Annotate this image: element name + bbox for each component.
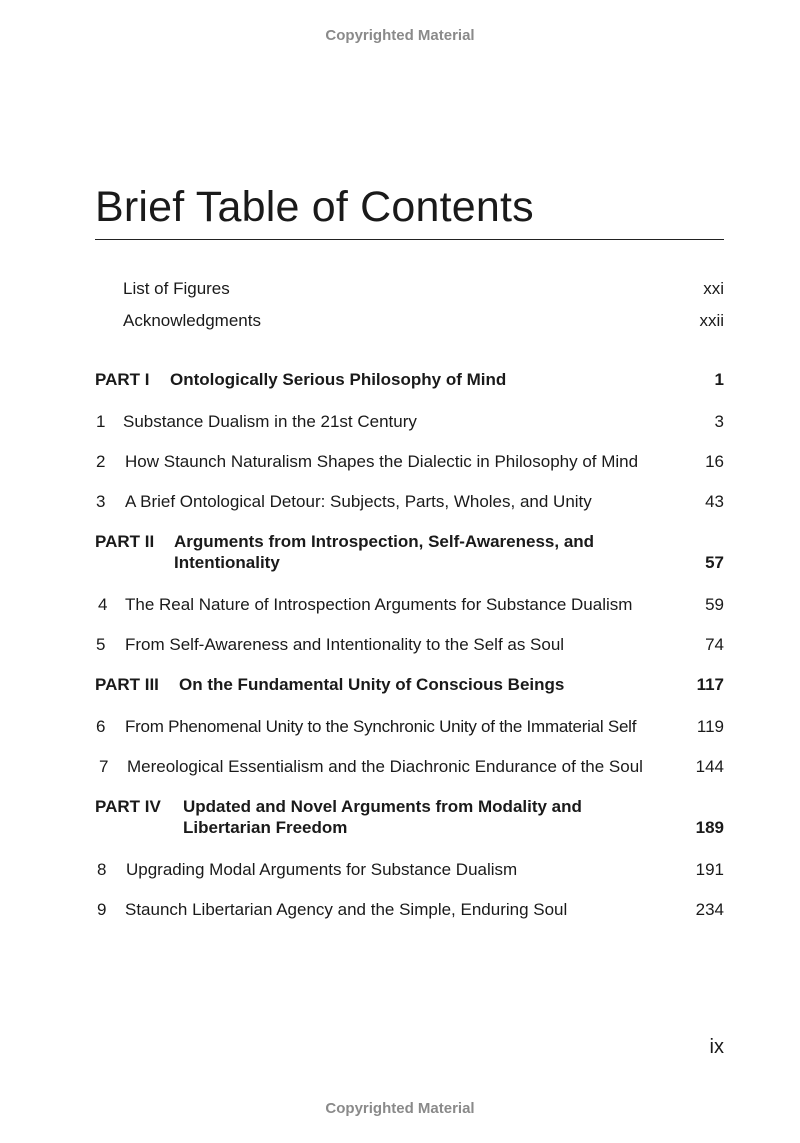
chapter-number: 5 [96,635,106,654]
chapter-page: 144 [695,757,724,776]
page-number: ix [709,1036,724,1058]
chapter-number: 8 [97,860,107,879]
toc-entry-title: List of Figures [123,279,230,298]
toc-entry-title: Acknowledgments [123,311,261,330]
chapter-page: 234 [695,900,724,919]
chapter-title: How Staunch Naturalism Shapes the Dialectic in Philosophy of Mind [125,452,639,471]
chapter-title: Upgrading Modal Arguments for Substance Dualism [126,860,518,879]
part-page: 57 [705,553,724,572]
copyright-watermark-bottom: Copyrighted Material [325,1100,475,1117]
chapter-page: 16 [705,452,724,471]
chapter-page: 191 [695,860,724,879]
part-title: Ontologically Serious Philosophy of Mind [170,370,507,389]
chapter-number: 6 [96,717,106,736]
part-label: PART IV [95,797,161,816]
chapter-title: A Brief Ontological Detour: Subjects, Parts, Wholes, and Unity [125,492,592,511]
part-page: 1 [714,370,724,389]
part-page: 189 [695,818,724,837]
part-title-line-1: Arguments from Introspection, Self-Awareness, and [174,532,595,551]
part-title-line-1: Updated and Novel Arguments from Modality and [183,797,582,816]
chapter-number: 9 [97,900,107,919]
chapter-title: The Real Nature of Introspection Arguments for Substance Dualism [125,595,633,614]
toc-entry-page: xxii [699,311,724,330]
chapter-page: 74 [705,635,724,654]
chapter-title: From Self-Awareness and Intentionality to the Self as Soul [125,635,565,654]
part-label: PART II [95,532,155,551]
chapter-page: 119 [696,717,724,736]
chapter-page: 59 [705,595,724,614]
chapter-page: 3 [714,412,724,431]
part-label: PART I [95,370,150,389]
chapter-number: 7 [99,757,109,776]
chapter-title: Staunch Libertarian Agency and the Simple, Enduring Soul [125,900,568,919]
part-page: 117 [696,675,724,694]
chapter-number: 4 [98,595,108,614]
page-title: Brief Table of Contents [95,183,534,231]
chapter-page: 43 [705,492,724,511]
copyright-watermark-top: Copyrighted Material [325,27,475,44]
chapter-number: 1 [96,412,106,431]
chapter-number: 3 [96,492,106,511]
part-title-line-2: Intentionality [174,553,280,572]
part-title: On the Fundamental Unity of Conscious Beings [179,675,565,694]
chapter-number: 2 [96,452,106,471]
part-label: PART III [95,675,159,694]
title-rule [95,239,724,240]
part-title-line-2: Libertarian Freedom [183,818,348,837]
chapter-title: Substance Dualism in the 21st Century [123,412,417,431]
toc-entry-page: xxi [703,279,724,298]
chapter-title: Mereological Essentialism and the Diachronic Endurance of the Soul [127,757,643,776]
chapter-title: From Phenomenal Unity to the Synchronic Unity of the Immaterial Self [125,717,637,736]
